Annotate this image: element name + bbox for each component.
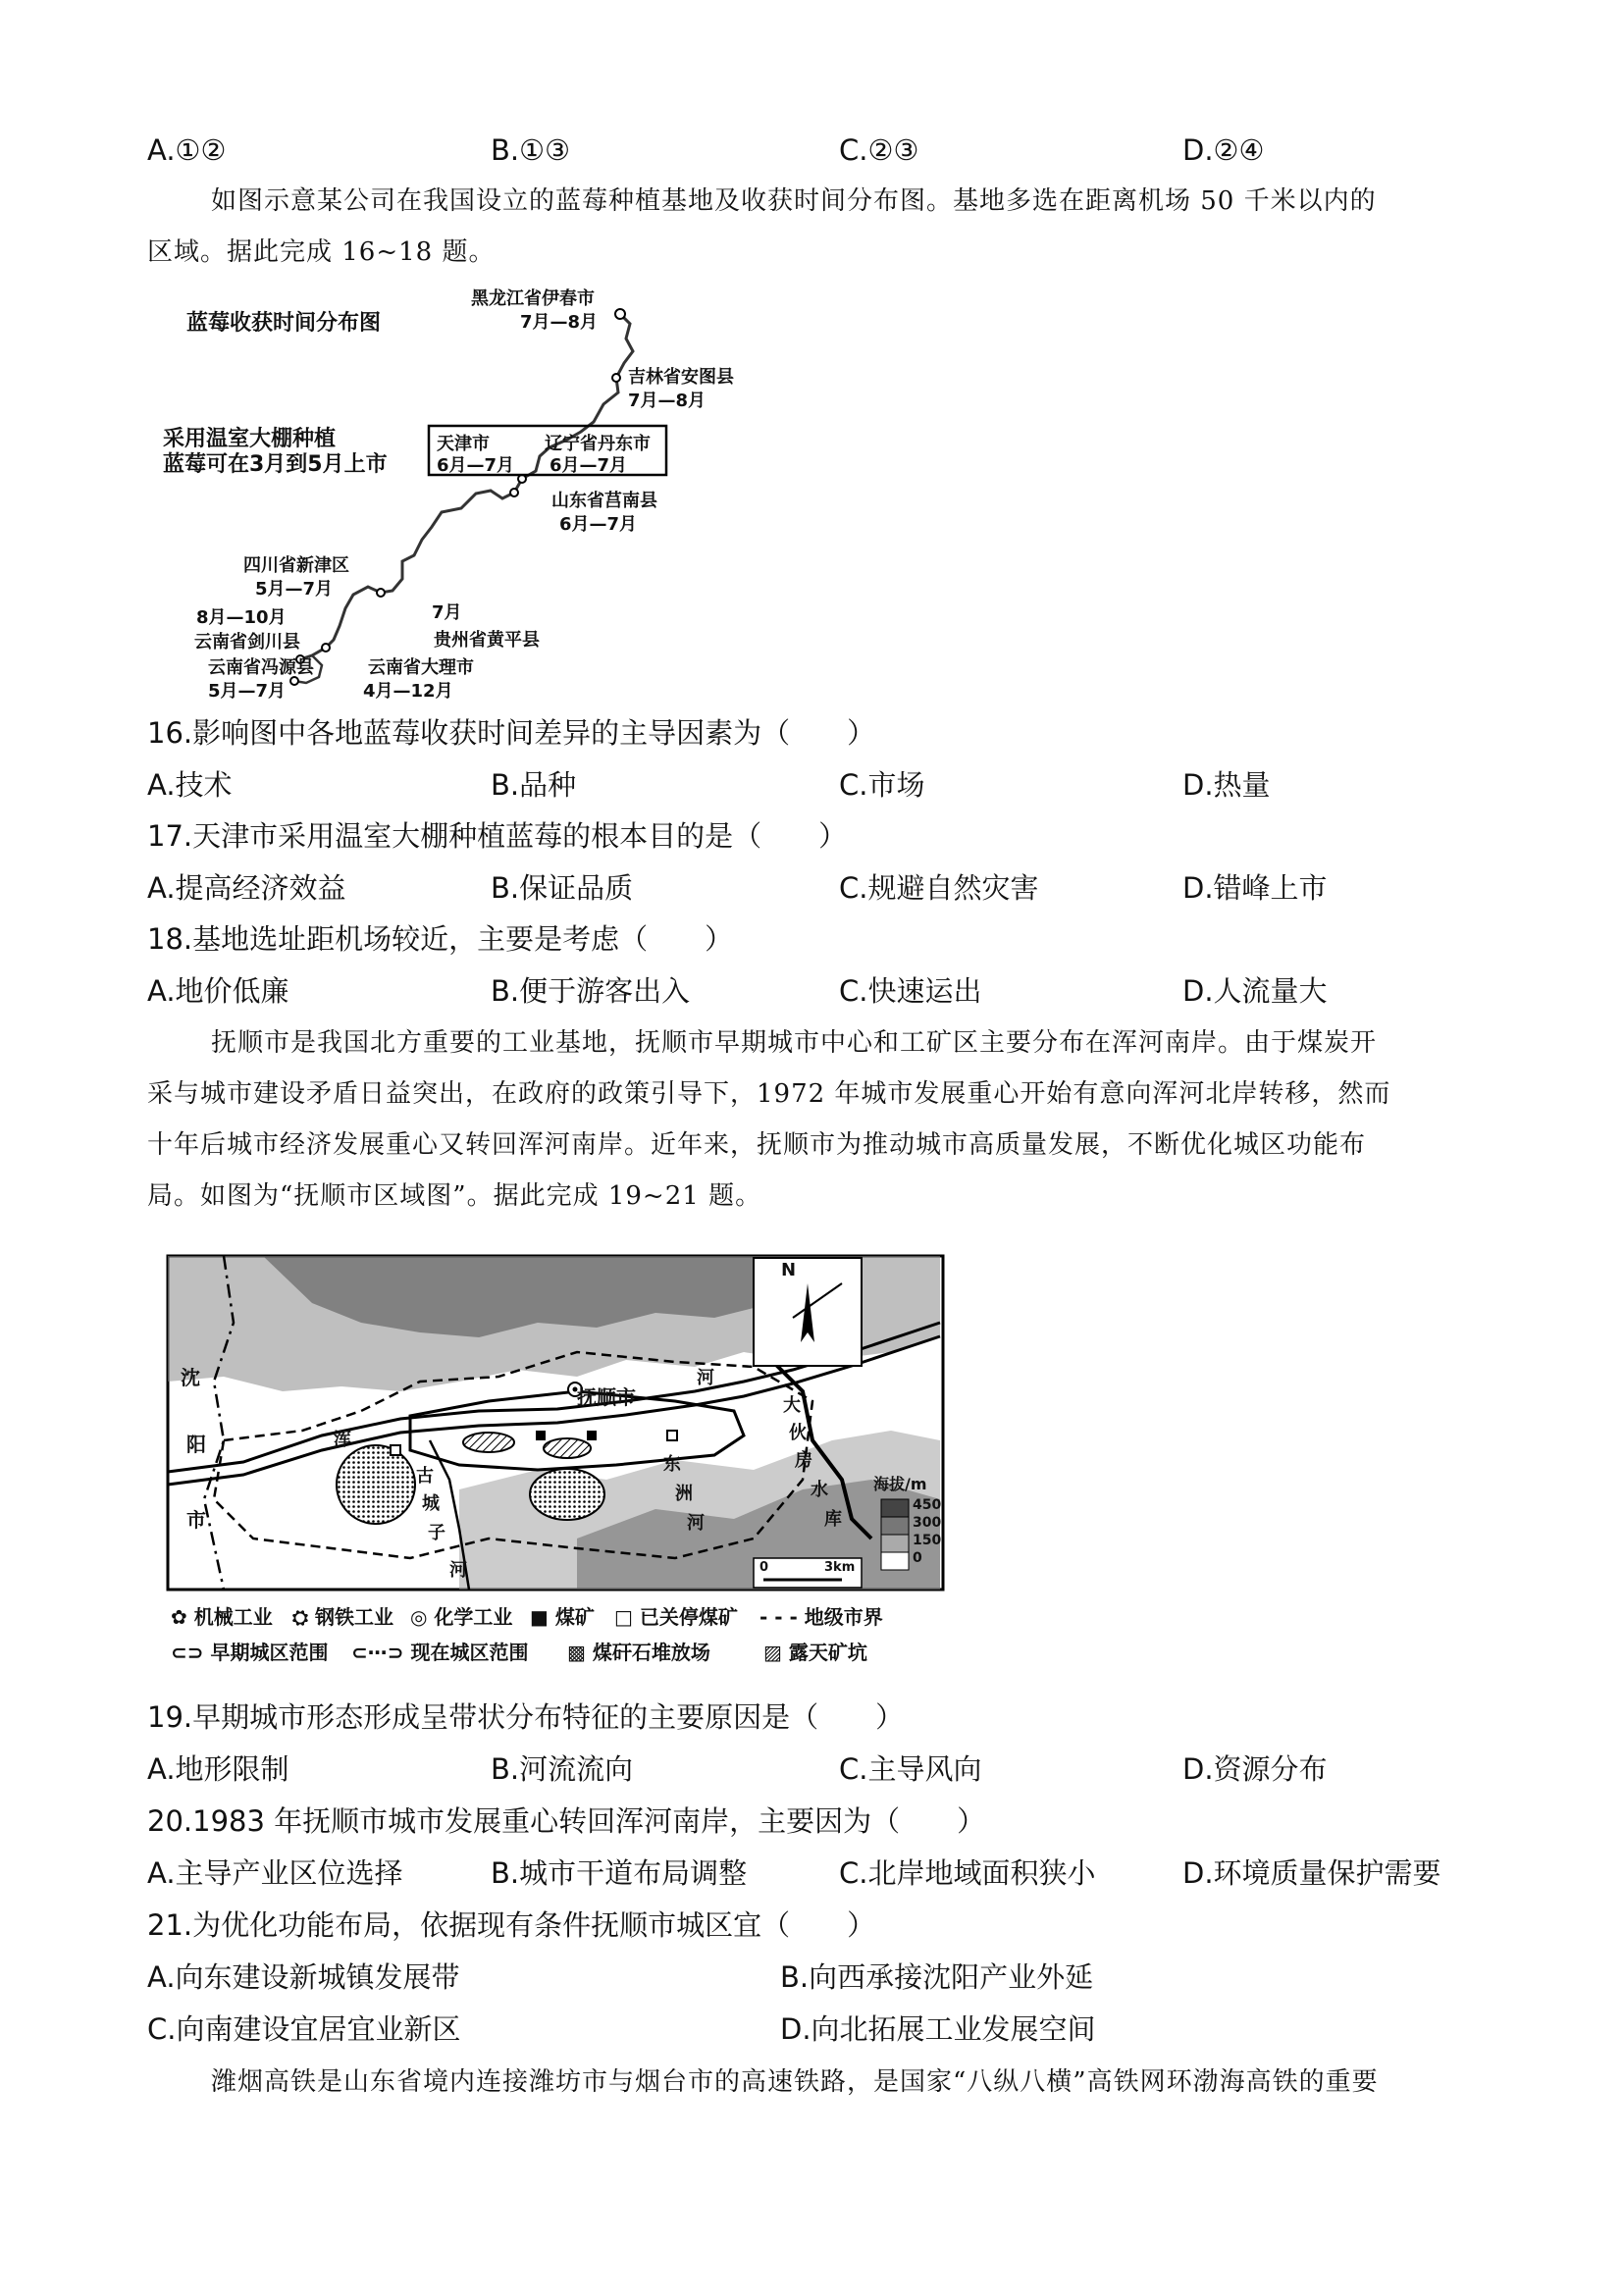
dahuofang-char-3: 房: [795, 1450, 812, 1471]
time-antu: 7月—8月: [628, 391, 707, 411]
q21-option-b[interactable]: B.向西承接沈阳产业外延: [780, 1960, 1094, 1994]
q17-option-a[interactable]: A.提高经济效益: [147, 871, 346, 905]
legend-current-city: ⊂⋯⊃ 现在城区范围: [351, 1641, 529, 1664]
fushun-city-map: [165, 1244, 960, 1671]
scale-label-0: 0: [759, 1560, 769, 1575]
q18-option-b[interactable]: B.便于游客出入: [491, 974, 691, 1008]
shenyang-char-3: 市: [186, 1508, 206, 1532]
dahuofang-char-2: 伙: [789, 1423, 807, 1443]
place-tianjin: 天津市: [437, 434, 490, 454]
q19-option-c[interactable]: C.主导风向: [839, 1752, 982, 1786]
q16-stem: 16.影响图中各地蓝莓收获时间差异的主导因素为（ ）: [147, 716, 876, 750]
guzi-char-4: 河: [449, 1560, 467, 1581]
place-dali: 云南省大理市: [368, 657, 474, 678]
shenyang-char-1: 沈: [181, 1366, 200, 1389]
legend-coal-mine: ■ 煤矿: [530, 1605, 595, 1629]
intro2-line3: 十年后城市经济发展重心又转回浑河南岸。近年来，抚顺市为推动城市高质量发展，不断优化城区功能布: [147, 1130, 1367, 1160]
q20-stem: 20.1983 年抚顺市城市发展重心转回浑河南岸，主要因为（ ）: [147, 1804, 986, 1838]
intro1-line1: 如图示意某公司在我国设立的蓝莓种植基地及收获时间分布图。基地多选在距离机场 50 千米以内的: [211, 186, 1377, 216]
dahuofang-char-5: 库: [824, 1509, 842, 1530]
legend-early-city: ⊂⊃ 早期城区范围: [171, 1641, 329, 1664]
fushun-map-svg: [165, 1244, 960, 1597]
q20-option-d[interactable]: D.环境质量保护需要: [1182, 1856, 1441, 1890]
q17-option-b[interactable]: B.保证品质: [491, 871, 634, 905]
q15-option-d[interactable]: D.②④: [1182, 133, 1265, 167]
q17-option-c[interactable]: C.规避自然灾害: [839, 871, 1039, 905]
time-dali: 4月—12月: [363, 681, 453, 702]
place-eryuan: 云南省冯源县: [208, 657, 314, 678]
q20-option-a[interactable]: A.主导产业区位选择: [147, 1856, 403, 1890]
q19-option-d[interactable]: D.资源分布: [1182, 1752, 1328, 1786]
elevation-title: 海拔/m: [873, 1475, 927, 1493]
time-yichun: 7月—8月: [520, 312, 599, 333]
place-xinjin: 四川省新津区: [243, 555, 349, 576]
q17-stem: 17.天津市采用温室大棚种植蓝莓的根本目的是（ ）: [147, 819, 848, 853]
q16-option-d[interactable]: D.热量: [1182, 768, 1271, 802]
place-huangping: 贵州省黄平县: [434, 630, 540, 651]
hun-river-char-1: 浑: [334, 1430, 351, 1450]
fushun-city-label: 抚顺市: [577, 1385, 636, 1409]
place-dandong: 辽宁省丹东市: [545, 434, 651, 454]
legend-gangue: ▩ 煤矸石堆放场: [567, 1641, 710, 1664]
q20-option-c[interactable]: C.北岸地域面积狭小: [839, 1856, 1096, 1890]
q21-option-d[interactable]: D.向北拓展工业发展空间: [780, 2012, 1096, 2046]
intro3-line1: 潍烟高铁是山东省境内连接潍坊市与烟台市的高速铁路，是国家“八纵八横”高铁网环渤海高铁的重要: [211, 2067, 1379, 2097]
intro2-line2: 采与城市建设矛盾日益突出，在政府的政策引导下，1972 年城市发展重心开始有意向浑河北岸转移，然而: [147, 1079, 1391, 1109]
dong-river-char-2: 洲: [675, 1484, 693, 1504]
shenyang-char-2: 阳: [186, 1433, 206, 1456]
q21-stem: 21.为优化功能布局，依据现有条件抚顺市城区宜（ ）: [147, 1908, 876, 1942]
elevation-tick-150: 150: [913, 1533, 942, 1548]
legend-chemical: ◎ 化学工业: [410, 1605, 513, 1629]
scale-label-3km: 3km: [824, 1560, 856, 1575]
time-tianjin: 6月—7月: [437, 455, 515, 476]
legend-city-boundary: - - - 地级市界: [759, 1605, 883, 1629]
guzi-char-2: 城: [422, 1493, 440, 1514]
elevation-tick-0: 0: [913, 1550, 922, 1566]
intro2-line4: 局。如图为“抚顺市区域图”。据此完成 19~21 题。: [147, 1181, 762, 1211]
q18-option-c[interactable]: C.快速运出: [839, 974, 982, 1008]
time-xinjin: 5月—7月: [255, 579, 334, 600]
q18-stem: 18.基地选址距机场较近，主要是考虑（ ）: [147, 922, 734, 956]
place-yichun: 黑龙江省伊春市: [471, 288, 595, 309]
dahuofang-char-1: 大: [783, 1395, 801, 1416]
q18-option-a[interactable]: A.地价低廉: [147, 974, 289, 1008]
time-huangping: 7月: [432, 602, 462, 623]
guzi-char-1: 古: [416, 1466, 434, 1487]
legend-open-pit: ▨ 露天矿坑: [763, 1641, 867, 1664]
q19-stem: 19.早期城市形态形成呈带状分布特征的主要原因是（ ）: [147, 1700, 905, 1734]
intro2-line1: 抚顺市是我国北方重要的工业基地，抚顺市早期城市中心和工矿区主要分布在浑河南岸。由于煤炭开: [211, 1028, 1378, 1058]
intro1-line2: 区域。据此完成 16~18 题。: [147, 237, 496, 267]
greenhouse-note-1: 采用温室大棚种植: [163, 427, 337, 451]
hun-river-char-2: 河: [697, 1368, 714, 1388]
q19-option-a[interactable]: A.地形限制: [147, 1752, 289, 1786]
q16-option-a[interactable]: A.技术: [147, 768, 233, 802]
q15-option-c[interactable]: C.②③: [839, 133, 919, 167]
q18-option-d[interactable]: D.人流量大: [1182, 974, 1328, 1008]
time-junan: 6月—7月: [559, 514, 638, 535]
q17-option-d[interactable]: D.错峰上市: [1182, 871, 1328, 905]
q21-option-a[interactable]: A.向东建设新城镇发展带: [147, 1960, 460, 1994]
north-label: N: [781, 1260, 797, 1280]
blueberry-harvest-map: [157, 285, 765, 706]
place-junan: 山东省莒南县: [551, 491, 657, 511]
place-antu: 吉林省安图县: [628, 367, 734, 388]
dong-river-char-1: 东: [663, 1454, 681, 1475]
guzi-char-3: 子: [428, 1523, 445, 1543]
legend-steel: ⛭ 钢铁工业: [292, 1605, 393, 1629]
place-jianchuan: 云南省剑川县: [194, 632, 300, 652]
elevation-tick-450: 450: [913, 1497, 942, 1513]
q16-option-b[interactable]: B.品种: [491, 768, 577, 802]
q20-option-b[interactable]: B.城市干道布局调整: [491, 1856, 748, 1890]
time-jianchuan: 8月—10月: [196, 607, 287, 628]
q15-option-a[interactable]: A.①②: [147, 133, 227, 167]
elevation-tick-300: 300: [913, 1515, 942, 1531]
q21-option-c[interactable]: C.向南建设宜居宜业新区: [147, 2012, 461, 2046]
map1-title: 蓝莓收获时间分布图: [186, 311, 382, 336]
q19-option-b[interactable]: B.河流流向: [491, 1752, 634, 1786]
q16-option-c[interactable]: C.市场: [839, 768, 925, 802]
greenhouse-note-2: 蓝莓可在3月到5月上市: [163, 452, 388, 477]
legend-machinery: ✿ 机械工业: [171, 1605, 273, 1629]
dahuofang-char-4: 水: [811, 1480, 828, 1500]
dong-river-char-3: 河: [687, 1513, 705, 1534]
q15-option-b[interactable]: B.①③: [491, 133, 571, 167]
legend-closed-mine: □ 已关停煤矿: [614, 1605, 738, 1629]
time-dandong: 6月—7月: [550, 455, 628, 476]
time-eryuan: 5月—7月: [208, 681, 287, 702]
